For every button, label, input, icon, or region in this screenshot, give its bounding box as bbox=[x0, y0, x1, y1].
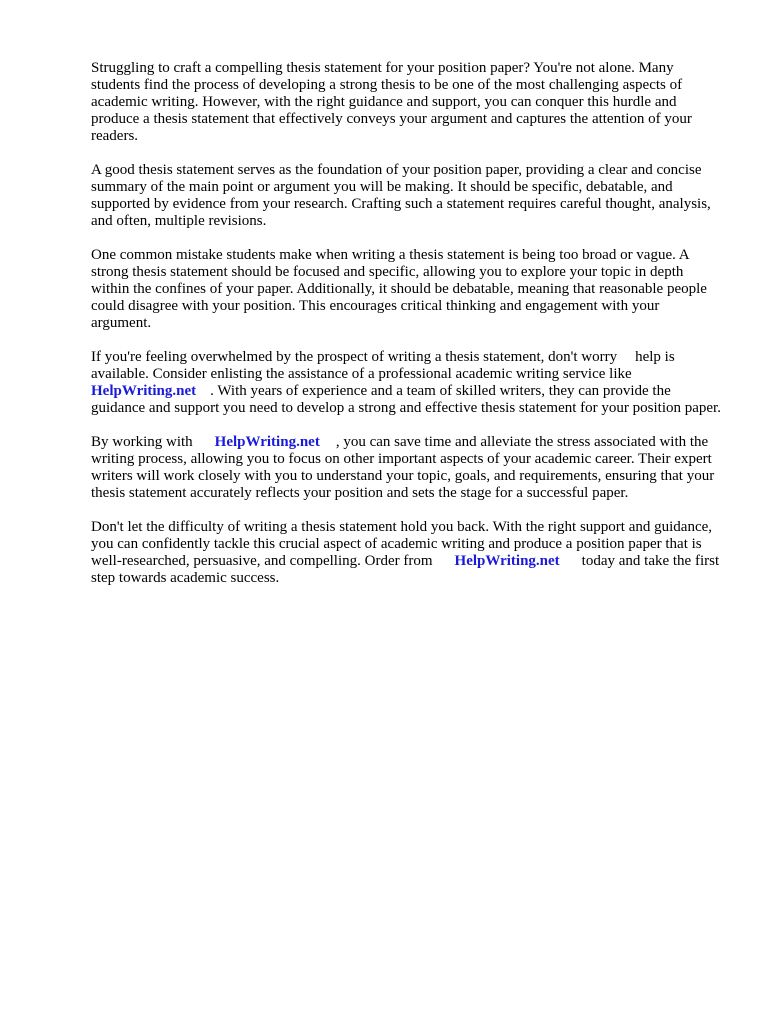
helpwriting-link-1[interactable]: HelpWriting.net bbox=[91, 383, 197, 399]
p4-text-after: . With years of experience and a team of skilled writers, they can provide the guidance and support you need to develop a strong and effective thesis statement for your position paper. bbox=[91, 383, 721, 416]
p5-text-after: , you can save time and alleviate the stress associated with the writing process, allowing you to focus on other important aspects of your academic career. Their expert writers will work closely with you to understand your topic, goals, and requirements, ensuring that your thesis statement accurately reflects your position and sets the stage for a successful paper. bbox=[91, 434, 715, 501]
p5-text-before: By working with bbox=[91, 434, 193, 450]
p4-text-before: If you're feeling overwhelmed by the prospect of writing a thesis statement, don't worry bbox=[91, 349, 618, 365]
paragraph-working-with bbox=[91, 434, 723, 502]
document-body bbox=[91, 60, 723, 604]
paragraph-foundation: A good thesis statement serves as the foundation of your position paper, providing a clear and concise summary of the main point or argument you will be making. It should be specific, debatable, and supported by evidence from your research. Crafting such a statement requires careful thought, analysis, and often, multiple revisions. bbox=[91, 162, 711, 229]
paragraph-common-mistake: One common mistake students make when writing a thesis statement is being too broad or vague. A strong thesis statement should be focused and specific, allowing you to explore your topic in depth within the confines of your paper. Additionally, it should be debatable, meaning that reasonable people could disagree with your position. This encourages critical thinking and engagement with your argument. bbox=[91, 247, 707, 331]
p6-text-after: today and take the first step towards academic success. bbox=[91, 553, 720, 586]
paragraph-intro: Struggling to craft a compelling thesis statement for your position paper? You're not alone. Many students find the process of developing a strong thesis to be one of the most challenging aspects of academic writing. However, with the right guidance and support, you can conquer this hurdle and produce a thesis statement that effectively conveys your argument and captures the attention of your readers. bbox=[91, 60, 692, 144]
paragraph-dont-let bbox=[91, 519, 723, 587]
paragraph-overwhelmed bbox=[91, 349, 723, 417]
p4-text-mid: help is available. Consider enlisting the assistance of a professional academic writing service like bbox=[91, 349, 675, 382]
helpwriting-link-2[interactable]: HelpWriting.net bbox=[214, 434, 320, 450]
p6-text-before: Don't let the difficulty of writing a thesis statement hold you back. With the right support and guidance, you can confidently tackle this crucial aspect of academic writing and produce a position paper that is well-researched, persuasive, and compelling. Order from bbox=[91, 519, 713, 569]
helpwriting-link-3[interactable]: HelpWriting.net bbox=[454, 553, 560, 569]
